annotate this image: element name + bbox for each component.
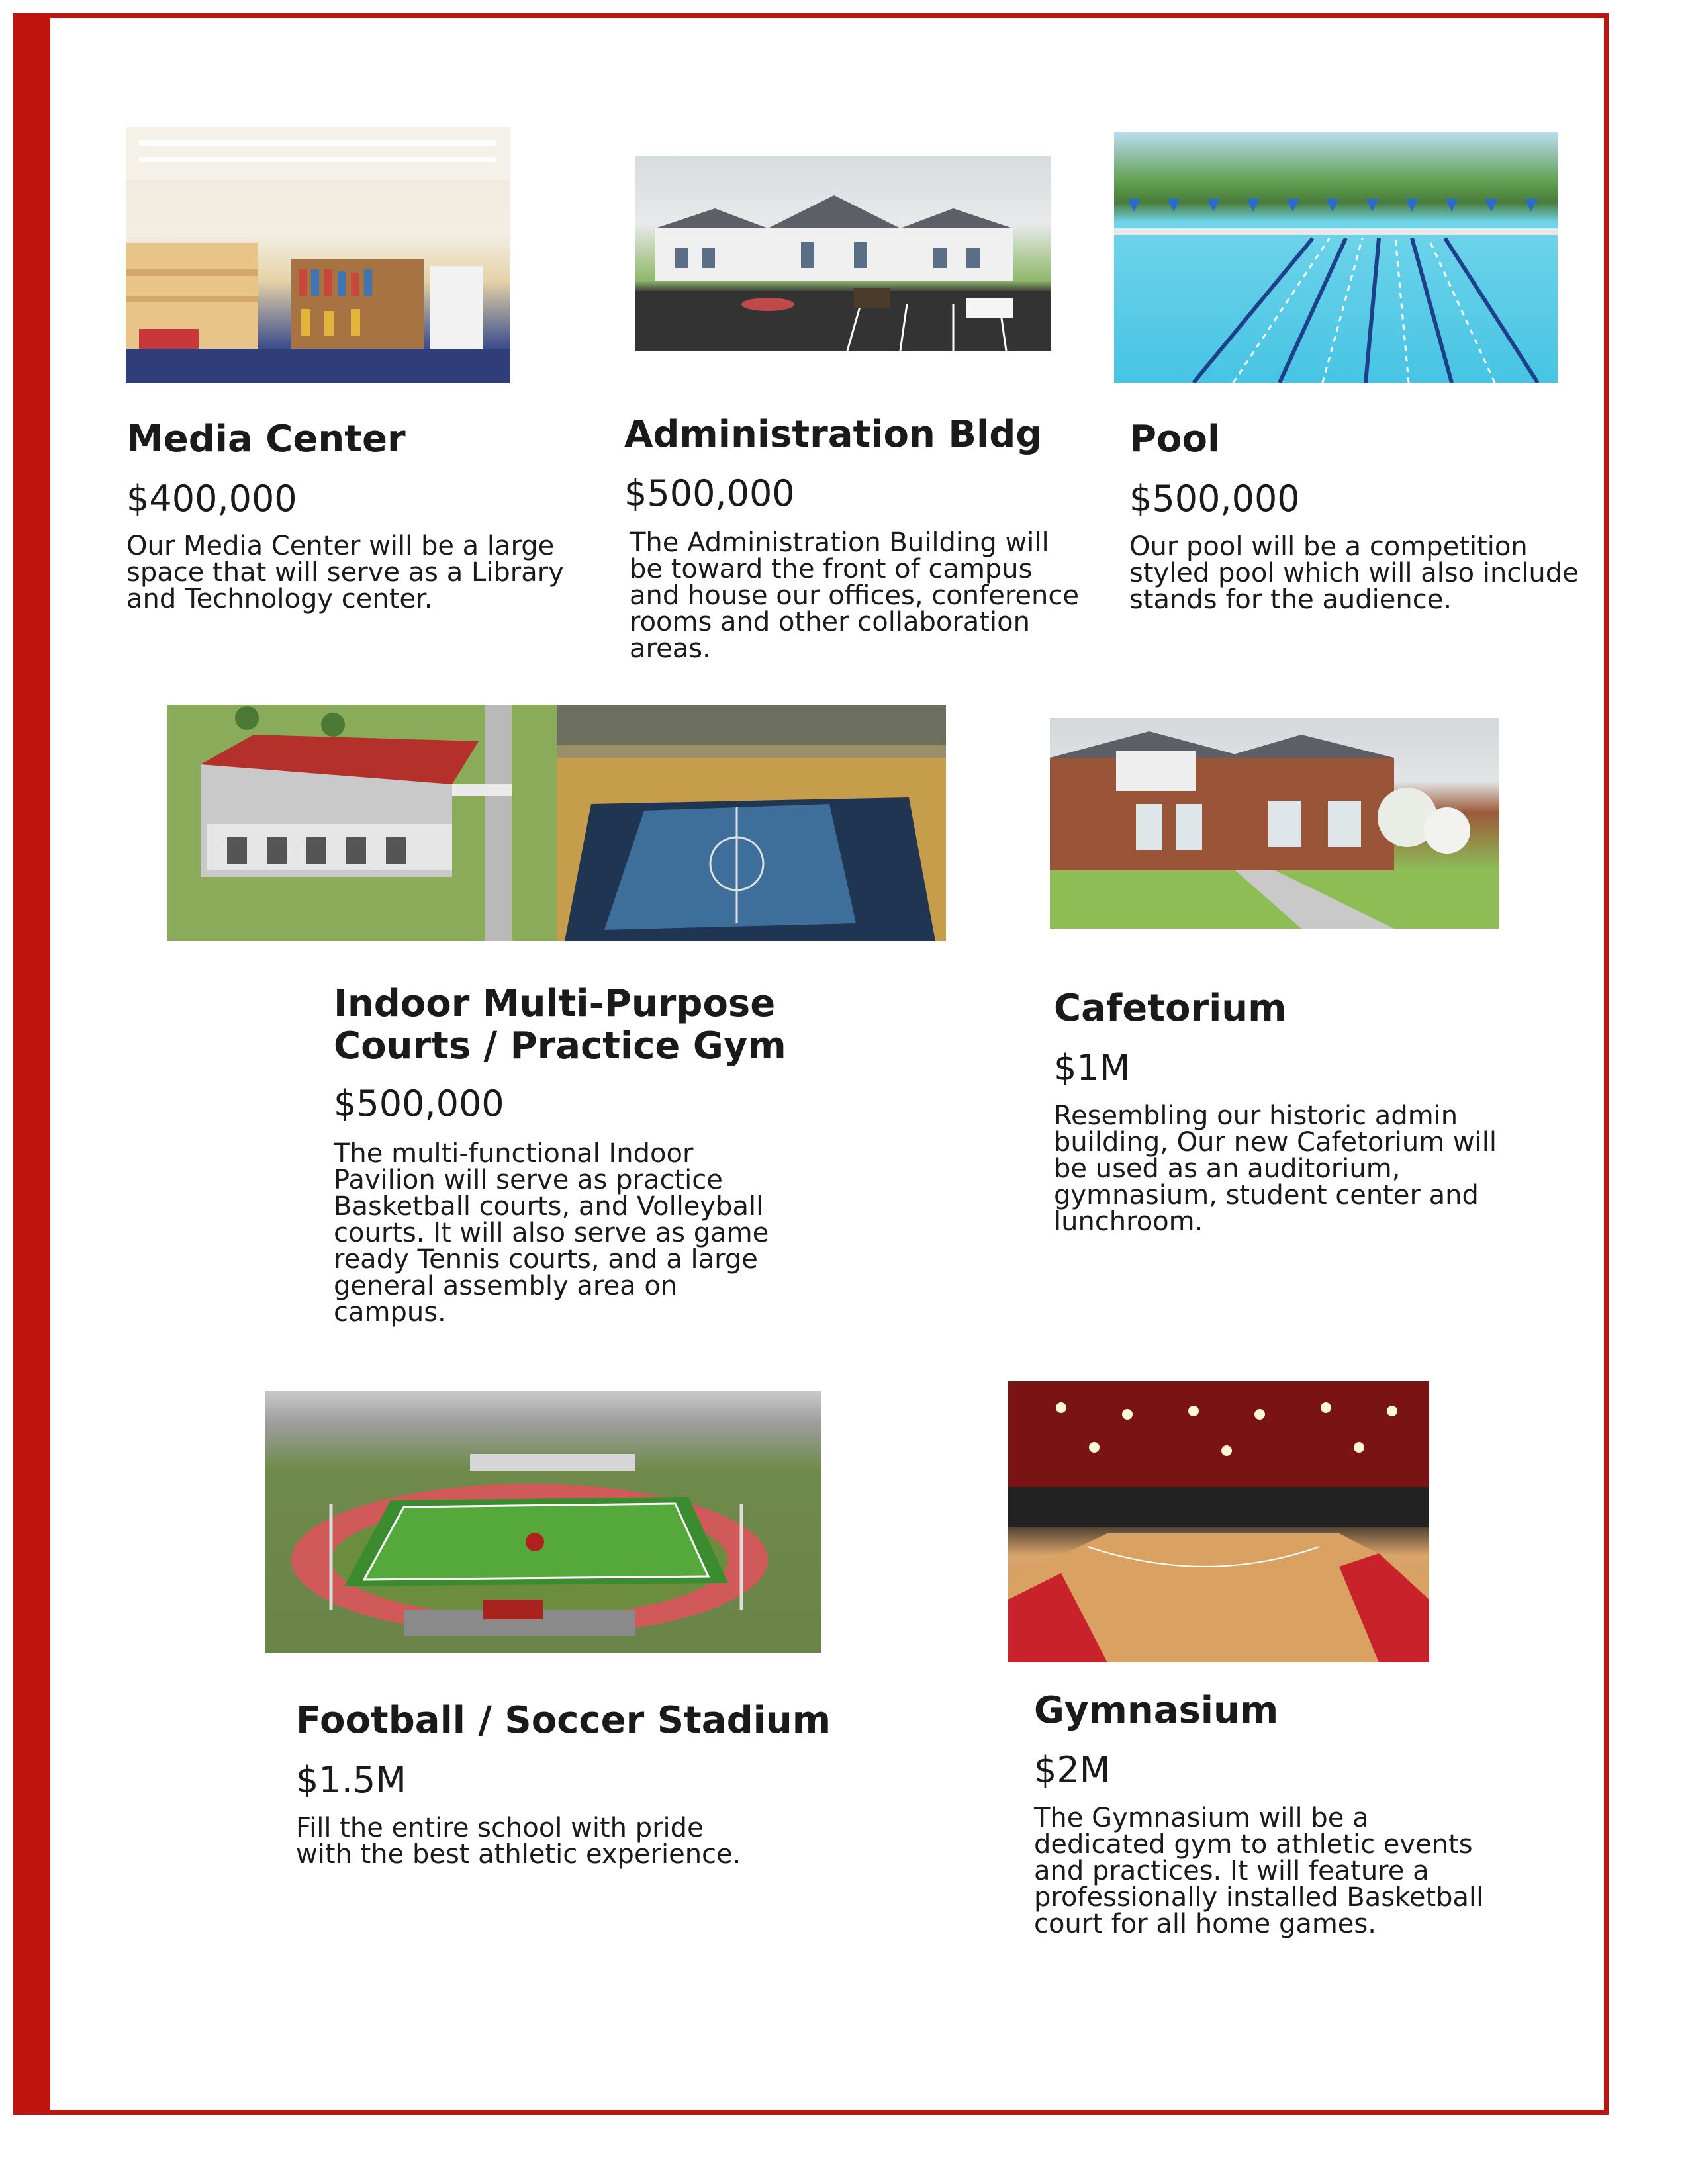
gymnasium-description: The Gymnasium will be a dedicated gym to athletic events and practices. It will feature a professionally installed Basketball court for all home games. — [1034, 1803, 1484, 1939]
cafetorium-title: Cafetorium — [1054, 987, 1287, 1030]
media-center-photo — [126, 127, 510, 383]
indoor-courts-price: $500,000 — [334, 1083, 504, 1124]
pool-description: Our pool will be a competition styled pool which will also include stands for the audience. — [1129, 531, 1579, 615]
cafetorium-rendering — [1050, 718, 1499, 929]
indoor-courts-title: Indoor Multi-Purpose Courts / Practice Gym — [334, 982, 786, 1068]
pool-price: $500,000 — [1129, 478, 1300, 520]
administration-description: The Administration Building will be toward the front of campus and house our offices, conference rooms and other collaboration areas. — [630, 527, 1079, 664]
stadium-rendering — [265, 1391, 821, 1653]
administration-title: Administration Bldg — [624, 413, 1043, 456]
indoor-courts-rendering — [167, 705, 946, 941]
pool-title: Pool — [1129, 418, 1221, 461]
stadium-title: Football / Soccer Stadium — [296, 1699, 831, 1742]
administration-building-rendering — [635, 156, 1051, 351]
stadium-price: $1.5M — [296, 1759, 406, 1801]
gymnasium-title: Gymnasium — [1034, 1689, 1279, 1732]
stadium-description: Fill the entire school with pride with the best athletic experience. — [296, 1813, 741, 1870]
indoor-courts-description: The multi-functional Indoor Pavilion will serve as practice Basketball courts, and Volleyball courts. It will also serve as game ready Tennis courts, and a large general assembly area on campus. — [334, 1138, 769, 1328]
administration-price: $500,000 — [624, 473, 795, 514]
gymnasium-photo — [1008, 1381, 1429, 1662]
media-center-title: Media Center — [126, 418, 406, 461]
pool-photo — [1114, 132, 1558, 383]
media-center-price: $400,000 — [126, 478, 297, 520]
gymnasium-price: $2M — [1034, 1749, 1111, 1791]
media-center-description: Our Media Center will be a large space that will serve as a Library and Technology center. — [126, 531, 564, 614]
cafetorium-price: $1M — [1054, 1047, 1131, 1089]
cafetorium-description: Resembling our historic admin building, Our new Cafetorium will be used as an auditorium, gymnasium, student center and lunchroom. — [1054, 1101, 1497, 1237]
